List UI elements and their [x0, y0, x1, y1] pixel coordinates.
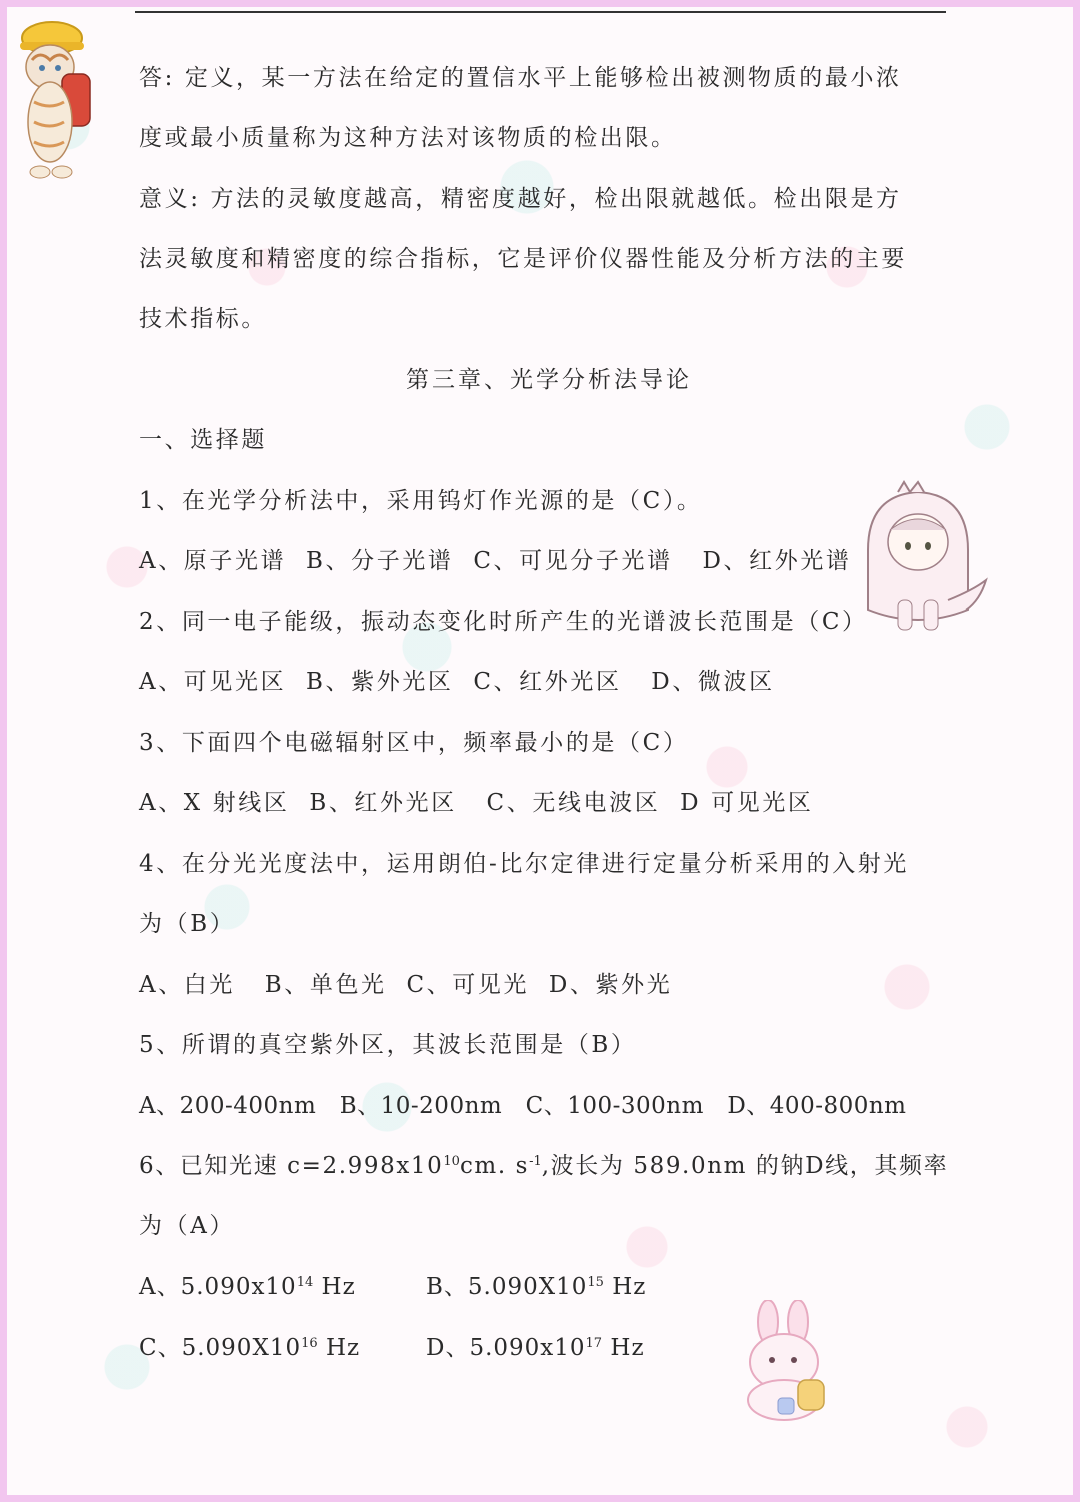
q6-opt-b-exp: 15	[587, 1275, 604, 1290]
question-6-option-b	[426, 1272, 646, 1302]
question-1-options: A、原子光谱 B、分子光谱 C、可见分子光谱 D、红外光谱	[139, 548, 852, 574]
question-6-stem-cont: 为（A）	[139, 1213, 236, 1239]
question-1-stem: 1、在光学分析法中，采用钨灯作光源的是（C）。	[139, 488, 703, 514]
q6-opt-c-exp: 16	[301, 1336, 318, 1351]
question-3-options: A、X 射线区 B、红外光区 C、无线电波区 D 可见光区	[139, 790, 814, 816]
q6-stem-part-a: 6、已知光速 c=2.998x10	[139, 1153, 444, 1179]
q6-exponent-2: -1	[529, 1154, 542, 1169]
question-6-option-c	[139, 1333, 360, 1363]
answer-line-1: 答: 定义，某一方法在给定的置信水平上能够检出被测物质的最小浓	[139, 65, 902, 91]
section-title: 一、选择题	[139, 427, 267, 453]
question-2-stem: 2、同一电子能级，振动态变化时所产生的光谱波长范围是（C）	[139, 609, 868, 635]
q6-opt-a-base: A、5.090x10	[139, 1274, 297, 1300]
question-4-options: A、白光 B、单色光 C、可见光 D、紫外光	[139, 972, 673, 998]
question-6-option-a	[139, 1272, 356, 1302]
q6-opt-d-unit: Hz	[602, 1335, 645, 1361]
question-4-stem-cont: 为（B）	[139, 911, 236, 937]
question-4-stem: 4、在分光光度法中，运用朗伯-比尔定律进行定量分析采用的入射光	[139, 851, 910, 877]
q6-opt-b-unit: Hz	[603, 1274, 647, 1300]
q6-opt-d-exp: 17	[585, 1336, 603, 1351]
question-2-options: A、可见光区 B、紫外光区 C、红外光区 D、微波区	[139, 669, 775, 695]
question-3-stem: 3、下面四个电磁辐射区中，频率最小的是（C）	[139, 730, 689, 756]
question-5-stem: 5、所谓的真空紫外区，其波长范围是（B）	[139, 1032, 637, 1058]
answer-line-2: 度或最小质量称为这种方法对该物质的检出限。	[139, 125, 677, 151]
meaning-line-3: 技术指标。	[139, 306, 267, 332]
q6-stem-part-b: cm. s	[459, 1153, 530, 1179]
top-divider	[135, 11, 946, 13]
meaning-line-1: 意义: 方法的灵敏度越高，精密度越好，检出限就越低。检出限是方	[139, 186, 902, 212]
q6-opt-a-unit: Hz	[313, 1274, 356, 1300]
question-5-options: A、200-400nm B、10-200nm C、100-300nm D、400-800nm	[139, 1093, 907, 1119]
q6-stem-part-c: ,波长为 589.0nm 的钠D线，其频率	[541, 1153, 949, 1179]
q6-opt-c-unit: Hz	[317, 1335, 361, 1361]
q6-exponent-1: 10	[443, 1154, 460, 1169]
question-6-stem	[139, 1151, 948, 1181]
meaning-line-2: 法灵敏度和精密度的综合指标，它是评价仪器性能及分析方法的主要	[139, 246, 907, 272]
cat-sticker	[10, 12, 95, 192]
girl-dino-sticker	[848, 480, 988, 645]
q6-opt-d-base: D、5.090x10	[426, 1335, 586, 1361]
q6-opt-b-base: B、5.090X10	[426, 1274, 588, 1300]
question-6-option-d	[426, 1333, 645, 1363]
chapter-title: 第三章、光学分析法导论	[406, 367, 692, 393]
q6-opt-c-base: C、5.090X10	[139, 1335, 302, 1361]
q6-opt-a-exp: 14	[296, 1275, 314, 1290]
bunny-sticker	[728, 1300, 840, 1425]
